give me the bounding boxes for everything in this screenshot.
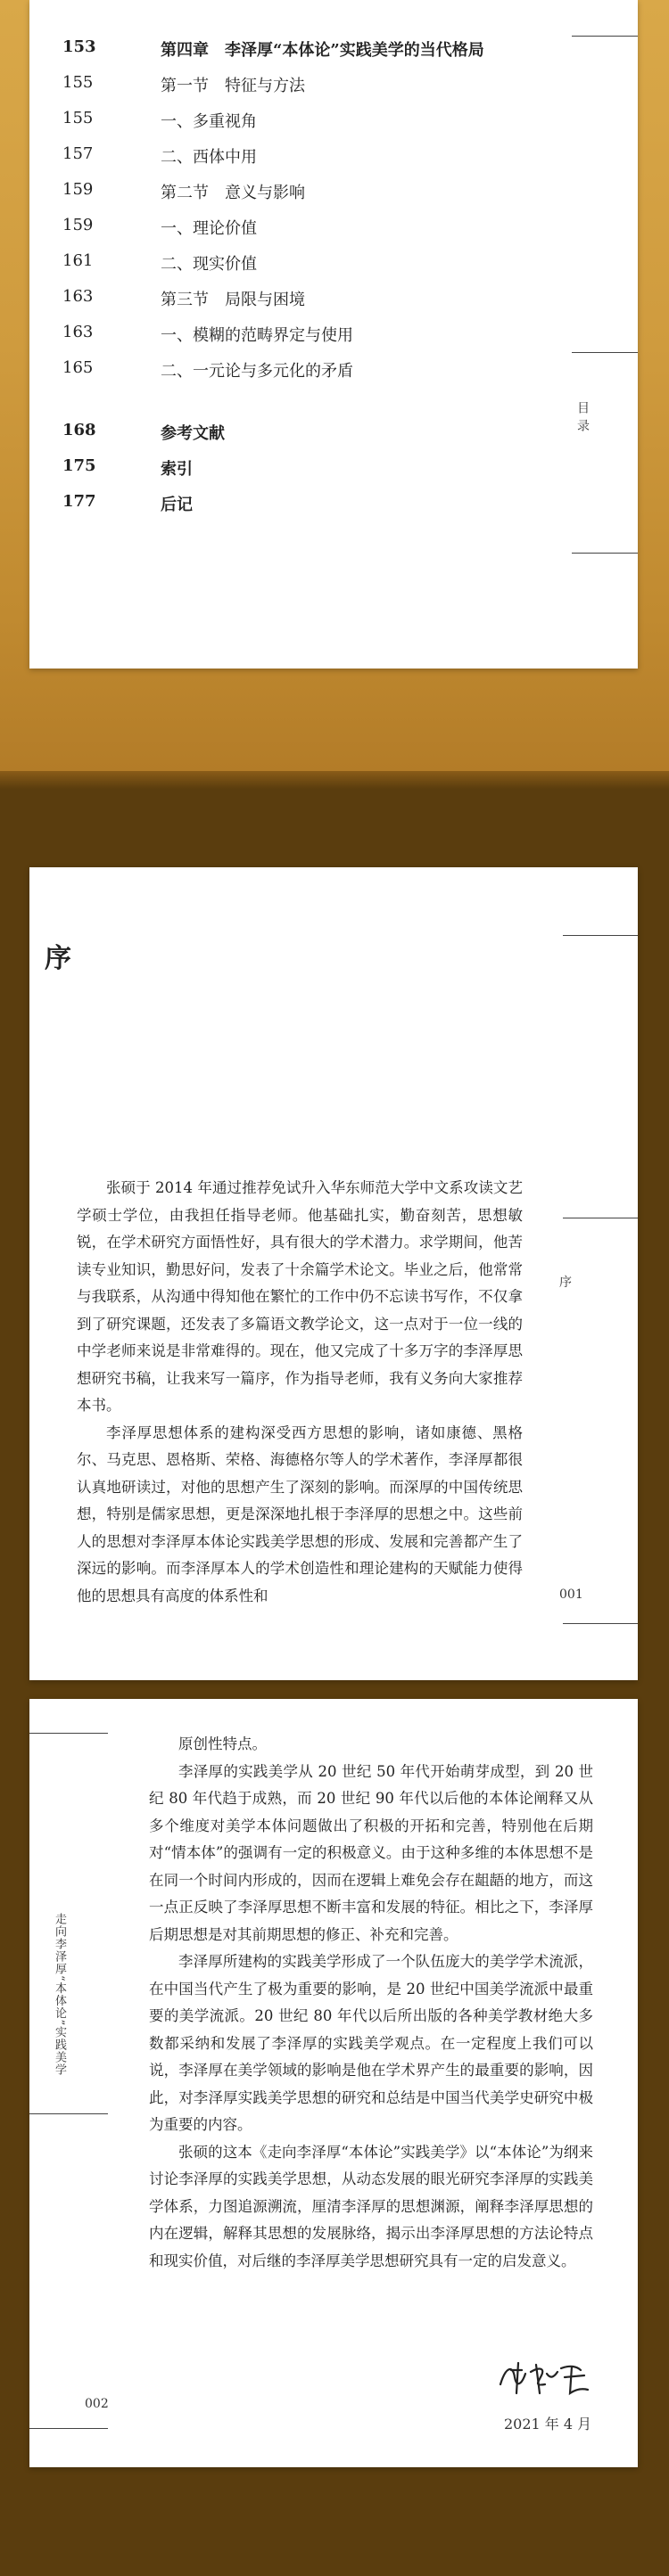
preface-title: 序 [45, 943, 71, 974]
paragraph: 李泽厚思想体系的建构深受西方思想的影响，诸如康德、黑格尔、马克思、恩格斯、荣格、海德格尔等人的学术著作，李泽厚都很认真地研读过，对他的思想产生了深刻的影响。而深厚的中国传统思想，特别是儒家思想，更是深深地扎根于李泽厚的思想之中。这些前人的思想对李泽厚本体论实践美学思想的形成、发展和完善都产生了深远的影响。而李泽厚本人的学术创造性和理论建构的天赋能力使得他的思想具有高度的体系性和 [77, 1423, 523, 1604]
toc-page-number: 155 [62, 73, 94, 92]
toc-page-number: 168 [62, 421, 96, 439]
book-title-side-label: 走向李泽厚“本体论”实践美学 [53, 1913, 66, 2077]
divider [563, 935, 638, 936]
divider [572, 352, 638, 353]
toc-page-number: 159 [62, 216, 94, 234]
toc-title: 后记 [161, 496, 193, 514]
divider [572, 36, 638, 37]
toc-page-number: 163 [62, 323, 94, 341]
toc-title: 二、现实价值 [161, 255, 257, 274]
toc-page-number: 155 [62, 109, 94, 127]
toc-title: 索引 [161, 460, 193, 479]
toc-page-number: 165 [62, 358, 94, 377]
toc-title: 第二节 意义与影响 [161, 184, 305, 202]
paragraph: 原创性特点。 [178, 1735, 267, 1752]
toc-page-number: 175 [62, 456, 96, 475]
background-band [0, 771, 669, 789]
toc-page-number: 163 [62, 287, 94, 306]
toc-side-label: 目录 [575, 401, 590, 437]
divider [29, 1733, 108, 1734]
preface-date: 2021 年 4 月 [504, 2416, 592, 2432]
preface-side-label: 序 [559, 1276, 572, 1290]
page-number: 001 [559, 1587, 583, 1602]
toc-title: 一、模糊的范畴界定与使用 [161, 326, 353, 345]
preface-text-2 [149, 1731, 593, 2275]
toc-page-number: 161 [62, 251, 94, 270]
toc-title: 第四章 李泽厚“本体论”实践美学的当代格局 [161, 41, 484, 60]
toc-page-number: 157 [62, 144, 94, 163]
toc-title: 一、理论价值 [161, 219, 257, 238]
toc-page [29, 0, 638, 669]
divider [29, 2428, 108, 2429]
toc-page-number: 159 [62, 180, 94, 199]
toc-page-number: 177 [62, 492, 96, 511]
preface-text-1 [77, 1175, 523, 1610]
toc-title: 第三节 局限与困境 [161, 291, 305, 309]
page-number: 002 [85, 2397, 109, 2411]
paragraph: 李泽厚的实践美学从 20 世纪 50 年代开始萌芽成型，到 20 世纪 80 年代趋于成熟，而 20 世纪 90 年代以后他的本体论阐释又从多个维度对美学本体问题做出了积极的开拓和完善，特别他在后期对“情本体”的强调有一定的积极意义。由于这种多维的本体思想不是在同一个时间内形成的，因而在逻辑上难免会存在龃龉的地方，而这一点正反映了李泽厚思想不断丰富和发展的特征。相比之下，李泽厚后期思想是对其前期思想的修正、补充和完善。 [149, 1762, 593, 1943]
signature-image [495, 2358, 593, 2399]
paragraph: 李泽厚所建构的实践美学形成了一个队伍庞大的美学学术流派，在中国当代产生了极为重要的影响，是 20 世纪中国美学流派中最重要的美学流派。20 世纪 80 年代以后所出版的各种美学教材绝大多数都采纳和发展了李泽厚的实践美学观点。在一定程度上我们可以说，李泽厚在美学领域的影响是他在学术界产生的最重要的影响，因此，对李泽厚实践美学思想的研究和总结是中国当代美学史研究中极为重要的内容。 [149, 1953, 593, 2133]
paragraph: 张硕于 2014 年通过推荐免试升入华东师范大学中文系攻读文艺学硕士学位，由我担任指导老师。他基础扎实，勤奋刻苦，思想敏锐，在学术研究方面悟性好，具有很大的学术潜力。求学期间，他苦读专业知识，勤思好问，发表了十余篇学术论文。毕业之后，他常常与我联系，从沟通中得知他在繁忙的工作中仍不忘读书写作，不仅拿到了研究课题，还发表了多篇语文教学论文，这一点对于一位一线的中学老师来说是非常难得的。现在，他又完成了十多万字的李泽厚思想研究书稿，让我来写一篇序，作为指导老师，我有义务向大家推荐本书。 [77, 1179, 523, 1414]
divider [29, 2113, 108, 2114]
divider [572, 553, 638, 554]
toc-title: 参考文献 [161, 424, 225, 443]
toc-title: 第一节 特征与方法 [161, 77, 305, 95]
toc-title: 二、西体中用 [161, 148, 257, 167]
paragraph: 张硕的这本《走向李泽厚“本体论”实践美学》以“本体论”为纲来讨论李泽厚的实践美学思想，从动态发展的眼光研究李泽厚的实践美学体系，力图追源溯流，厘清李泽厚的思想渊源，阐释李泽厚思想的内在逻辑，解释其思想的发展脉络，揭示出李泽厚思想的方法论特点和现实价值，对后继的李泽厚美学思想研究具有一定的启发意义。 [149, 2143, 593, 2269]
divider [563, 1623, 638, 1624]
toc-title: 二、一元论与多元化的矛盾 [161, 362, 353, 381]
toc-title: 一、多重视角 [161, 112, 257, 131]
toc-page-number: 153 [62, 37, 96, 56]
